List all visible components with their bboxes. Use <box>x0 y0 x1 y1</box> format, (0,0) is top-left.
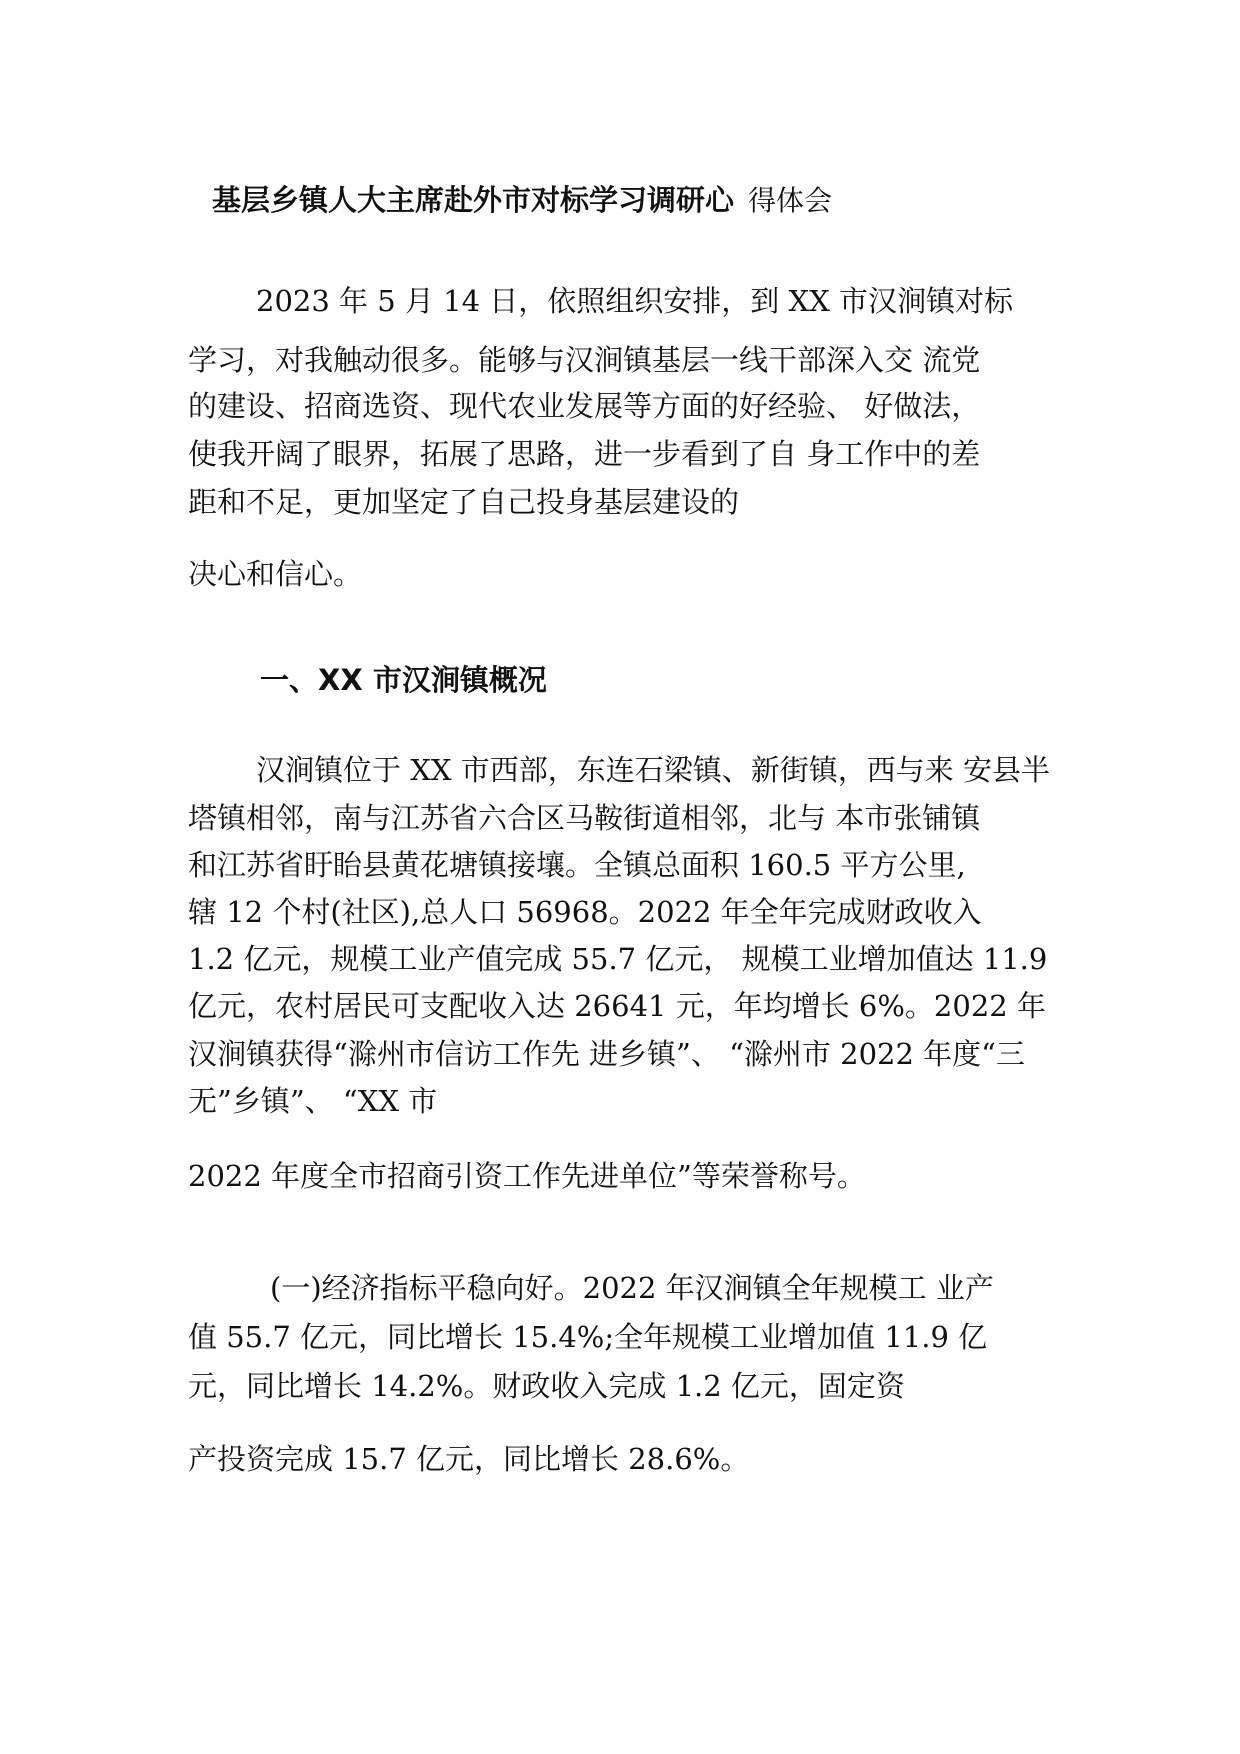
paragraph2-line: 汉涧镇获得“滁州市信访工作先 进乡镇”、 “滁州市 2022 年度“三 <box>188 1037 1025 1071</box>
paragraph1-line: 决心和信心。 <box>188 557 363 591</box>
paragraph3-line: 元，同比增长 14.2%。财政收入完成 1.2 亿元，固定资 <box>188 1369 905 1403</box>
document-title-main: 基层乡镇人大主席赴外市对标学习调研心 <box>212 183 735 217</box>
paragraph2-line: 和江苏省盱眙县黄花塘镇接壤。全镇总面积 160.5 平方公里, <box>188 848 966 882</box>
paragraph2-line: 亿元，农村居民可支配收入达 26641 元，年均增长 6%。2022 年 <box>188 989 1046 1023</box>
paragraph1-line: 使我开阔了眼界，拓展了思路，进一步看到了自 身工作中的差 <box>188 437 981 471</box>
paragraph2-line: 汉涧镇位于 XX 市西部，东连石梁镇、新街镇，西与来 安县半 <box>256 753 1050 787</box>
paragraph3-line: 值 55.7 亿元，同比增长 15.4%;全年规模工业增加值 11.9 亿 <box>188 1320 988 1354</box>
paragraph2-line: 塔镇相邻，南与江苏省六合区马鞍街道相邻，北与 本市张铺镇 <box>188 801 981 835</box>
paragraph3-line: 产投资完成 15.7 亿元，同比增长 28.6%。 <box>188 1442 750 1476</box>
paragraph1-line: 学习，对我触动很多。能够与汉涧镇基层一线干部深入交 流党 <box>188 343 981 377</box>
paragraph2-line: 2022 年度全市招商引资工作先进单位”等荣誉称号。 <box>188 1159 866 1193</box>
paragraph2-line: 辖 12 个村(社区),总人口 56968。2022 年全年完成财政收入 <box>188 895 982 929</box>
paragraph1-line: 2023 年 5 月 14 日，依照组织安排，到 XX 市汉涧镇对标 <box>256 284 1013 318</box>
paragraph3-line: (一)经济指标平稳向好。2022 年汉涧镇全年规模工 业产 <box>270 1271 994 1305</box>
document-title <box>212 178 832 219</box>
paragraph2-line: 无”乡镇”、 “XX 市 <box>188 1084 438 1118</box>
paragraph1-line: 距和不足，更加坚定了自己投身基层建设的 <box>188 485 740 519</box>
paragraph1-line: 的建设、招商选资、现代农业发展等方面的好经验、 好做法， <box>188 389 981 423</box>
section-heading: 一、XX 市汉涧镇概况 <box>260 663 547 697</box>
document-title-tail: 得体会 <box>748 184 833 217</box>
paragraph2-line: 1.2 亿元，规模工业产值完成 55.7 亿元， 规模工业增加值达 11.9 <box>188 942 1048 976</box>
